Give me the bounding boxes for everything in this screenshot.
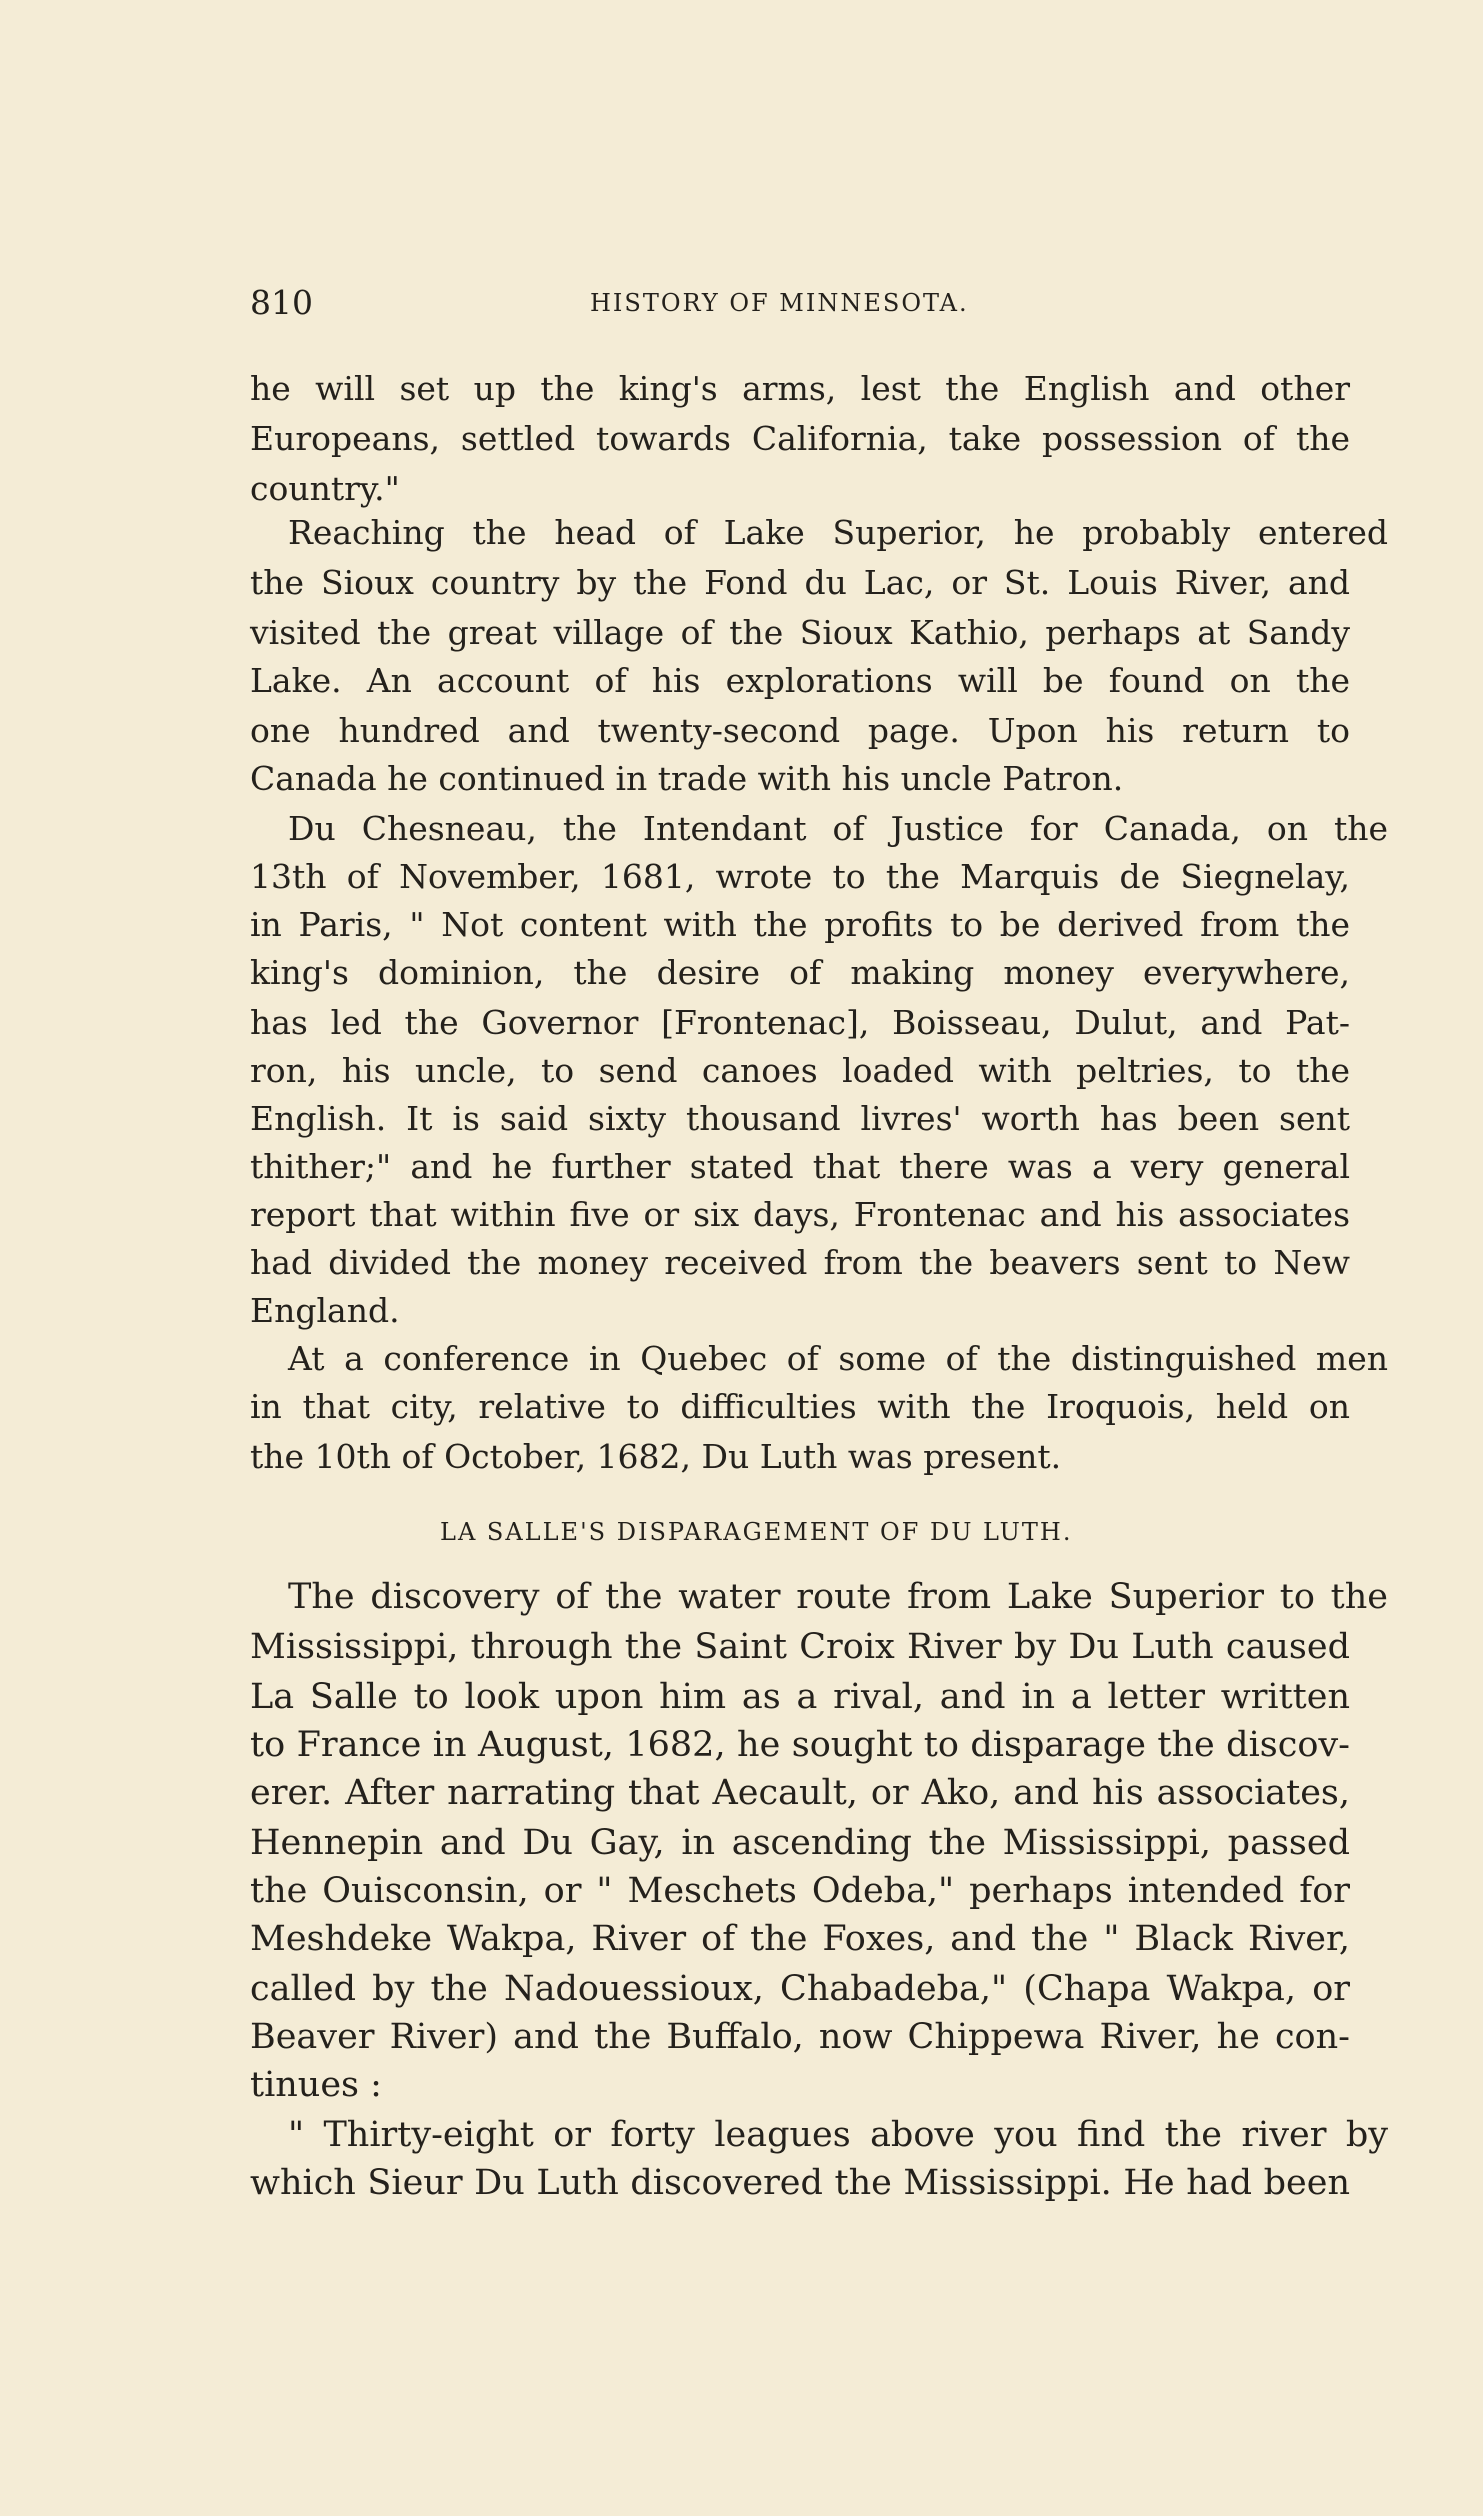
paragraph-start: The discovery of the water route from Lake Superior to the <box>288 1577 1388 1617</box>
section-heading: LA SALLE'S DISPARAGEMENT OF DU LUTH. <box>440 1518 1073 1546</box>
page-header <box>250 283 1350 333</box>
text-line: has led the Governor [Frontenac], Boisseau, Dulut, and Pat- <box>250 1003 1350 1042</box>
text-line: ron, his uncle, to send canoes loaded with peltries, to the <box>250 1051 1350 1090</box>
text-line: he will set up the king's arms, lest the English and other <box>250 369 1350 408</box>
text-line: Canada he continued in trade with his uncle Patron. <box>250 759 1124 798</box>
text-line: which Sieur Du Luth discovered the Mississippi. He had been <box>250 2163 1350 2203</box>
text-line: Hennepin and Du Gay, in ascending the Mississippi, passed <box>250 1823 1350 1863</box>
paragraph-start: At a conference in Quebec of some of the distinguished men <box>288 1339 1388 1378</box>
text-line: 13th of November, 1681, wrote to the Marquis de Siegnelay, <box>250 857 1350 896</box>
text-line: Meshdeke Wakpa, River of the Foxes, and the " Black River, <box>250 1919 1350 1959</box>
text-line: Mississippi, through the Saint Croix River by Du Luth caused <box>250 1627 1350 1667</box>
paragraph-start: " Thirty-eight or forty leagues above you find the river by <box>288 2115 1388 2155</box>
paragraph-start: Du Chesneau, the Intendant of Justice for Canada, on the <box>288 809 1388 848</box>
running-title: HISTORY OF MINNESOTA. <box>590 289 969 317</box>
text-line: the Ouisconsin, or " Meschets Odeba," perhaps intended for <box>250 1871 1350 1911</box>
text-line: La Salle to look upon him as a rival, and in a letter written <box>250 1677 1350 1717</box>
text-line: had divided the money received from the beavers sent to New <box>250 1243 1350 1282</box>
text-line: visited the great village of the Sioux Kathio, perhaps at Sandy <box>250 613 1350 652</box>
text-line: in Paris, " Not content with the profits to be derived from the <box>250 905 1350 944</box>
paragraph-start: Reaching the head of Lake Superior, he probably entered <box>288 513 1388 552</box>
page-number: 810 <box>250 283 313 322</box>
text-line: thither;" and he further stated that there was a very general <box>250 1147 1350 1186</box>
text-line: England. <box>250 1291 400 1330</box>
text-line: English. It is said sixty thousand livres' worth has been sent <box>250 1099 1350 1138</box>
text-line: report that within five or six days, Frontenac and his associates <box>250 1195 1350 1234</box>
text-line: the Sioux country by the Fond du Lac, or St. Louis River, and <box>250 563 1350 602</box>
text-line: Beaver River) and the Buffalo, now Chippewa River, he con- <box>250 2017 1350 2057</box>
text-line: one hundred and twenty-second page. Upon his return to <box>250 711 1350 750</box>
text-line: tinues : <box>250 2065 382 2105</box>
text-line: country." <box>250 469 400 508</box>
text-line: to France in August, 1682, he sought to disparage the discov- <box>250 1725 1350 1765</box>
text-line: Europeans, settled towards California, take possession of the <box>250 419 1350 458</box>
text-line: the 10th of October, 1682, Du Luth was present. <box>250 1437 1062 1476</box>
text-line: erer. After narrating that Aecault, or Ako, and his associates, <box>250 1773 1350 1813</box>
text-line: in that city, relative to difficulties with the Iroquois, held on <box>250 1387 1350 1426</box>
text-line: Lake. An account of his explorations will be found on the <box>250 661 1350 700</box>
text-line: king's dominion, the desire of making money everywhere, <box>250 953 1350 992</box>
text-line: called by the Nadouessioux, Chabadeba," (Chapa Wakpa, or <box>250 1969 1350 2009</box>
